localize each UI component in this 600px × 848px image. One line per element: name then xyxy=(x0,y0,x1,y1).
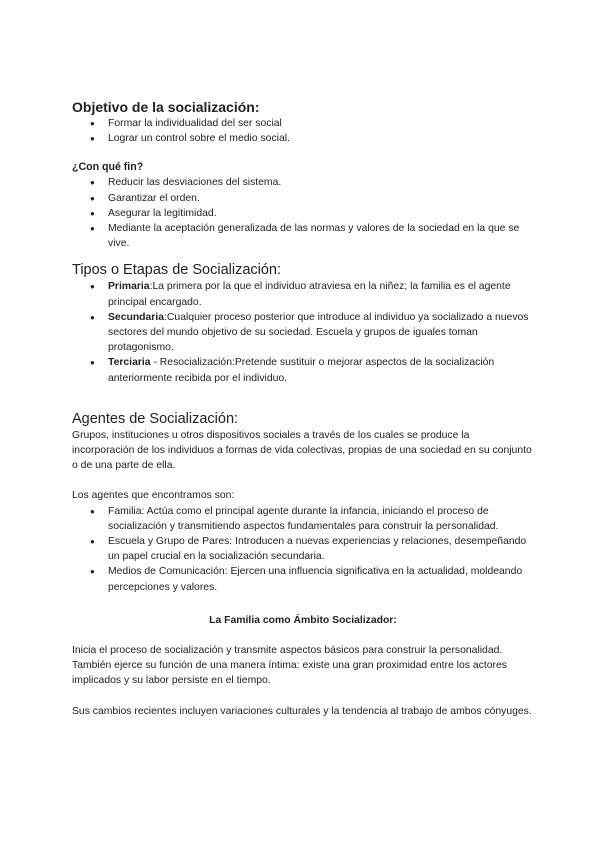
agentes-title: Agentes de Socialización: xyxy=(72,410,239,427)
list-item: ● Reducir las desviaciones del sistema. xyxy=(108,175,534,190)
agentes-intro: Grupos, instituciones u otros dispositivos sociales a través de los cuales se produce la incorporación de los individuos a formas de vida colectivas, propias de una sociedad en su conjunto o de una parte de ella. xyxy=(72,429,532,472)
list-item: ● Formar la individualidad del ser social xyxy=(108,116,534,131)
term-text: :Cualquier proceso posterior que introduce al individuo ya socializado a nuevos sectores del mundo objetivo de su sociedad. Escuela y grupos de iguales toman protagonismo. xyxy=(108,311,529,354)
agentes-lead: Los agentes que encontramos son: xyxy=(72,490,235,502)
objetivo-list xyxy=(72,116,534,146)
familia-paragraph-2: Sus cambios recientes incluyen variaciones culturales y la tendencia al trabajo de ambos cónyuges. xyxy=(72,705,532,717)
term-secundaria: Secundaria xyxy=(108,311,165,323)
list-item: ● Familia: Actúa como el principal agente durante la infancia, iniciando el proceso de socialización y transmitiendo aspectos fundamentales para construir la personalidad. xyxy=(108,504,534,534)
objetivo-title: Objetivo de la socialización: xyxy=(72,99,260,115)
list-item xyxy=(108,310,534,356)
fin-title: ¿Con qué fin? xyxy=(72,161,144,174)
fin-list xyxy=(72,175,534,251)
list-item: ● Lograr un control sobre el medio social. xyxy=(108,131,534,146)
list-item: ● Medios de Comunicación: Ejercen una influencia significativa en la actualidad, moldeando percepciones y valores. xyxy=(108,564,534,594)
list-item xyxy=(108,355,534,385)
term-text: :La primera por la que el individuo atraviesa en la niñez; la familia es el agente principal encargado. xyxy=(108,281,511,308)
term-primaria: Primaria xyxy=(108,281,150,293)
agentes-list xyxy=(72,504,534,595)
document-content xyxy=(72,98,534,719)
tipos-title: Tipos o Etapas de Socialización: xyxy=(72,262,282,279)
list-item xyxy=(108,279,534,309)
term-terciaria: Terciaria xyxy=(108,357,151,369)
list-item: ● Asegurar la legitimidad. xyxy=(108,206,534,221)
tipos-list xyxy=(72,279,534,385)
list-item: ● Garantizar el orden. xyxy=(108,191,534,206)
list-item: ● Mediante la aceptación generalizada de las normas y valores de la sociedad en la que se vive. xyxy=(108,221,534,251)
familia-title: La Familia como Ámbito Socializador: xyxy=(209,614,397,626)
term-text: - Resocialización:Pretende sustituir o mejorar aspectos de la socialización anteriormente recibida por el individuo. xyxy=(108,357,495,384)
list-item: ● Escuela y Grupo de Pares: Introducen a nuevas experiencias y relaciones, desempeñando un papel crucial en la socialización secundaria. xyxy=(108,534,534,564)
familia-paragraph-1: Inicia el proceso de socialización y transmite aspectos básicos para construir la personalidad. También ejerce su función de una manera íntima: existe una gran proximidad entre los actores implicados y su labor persiste en el tiempo. xyxy=(72,645,507,687)
